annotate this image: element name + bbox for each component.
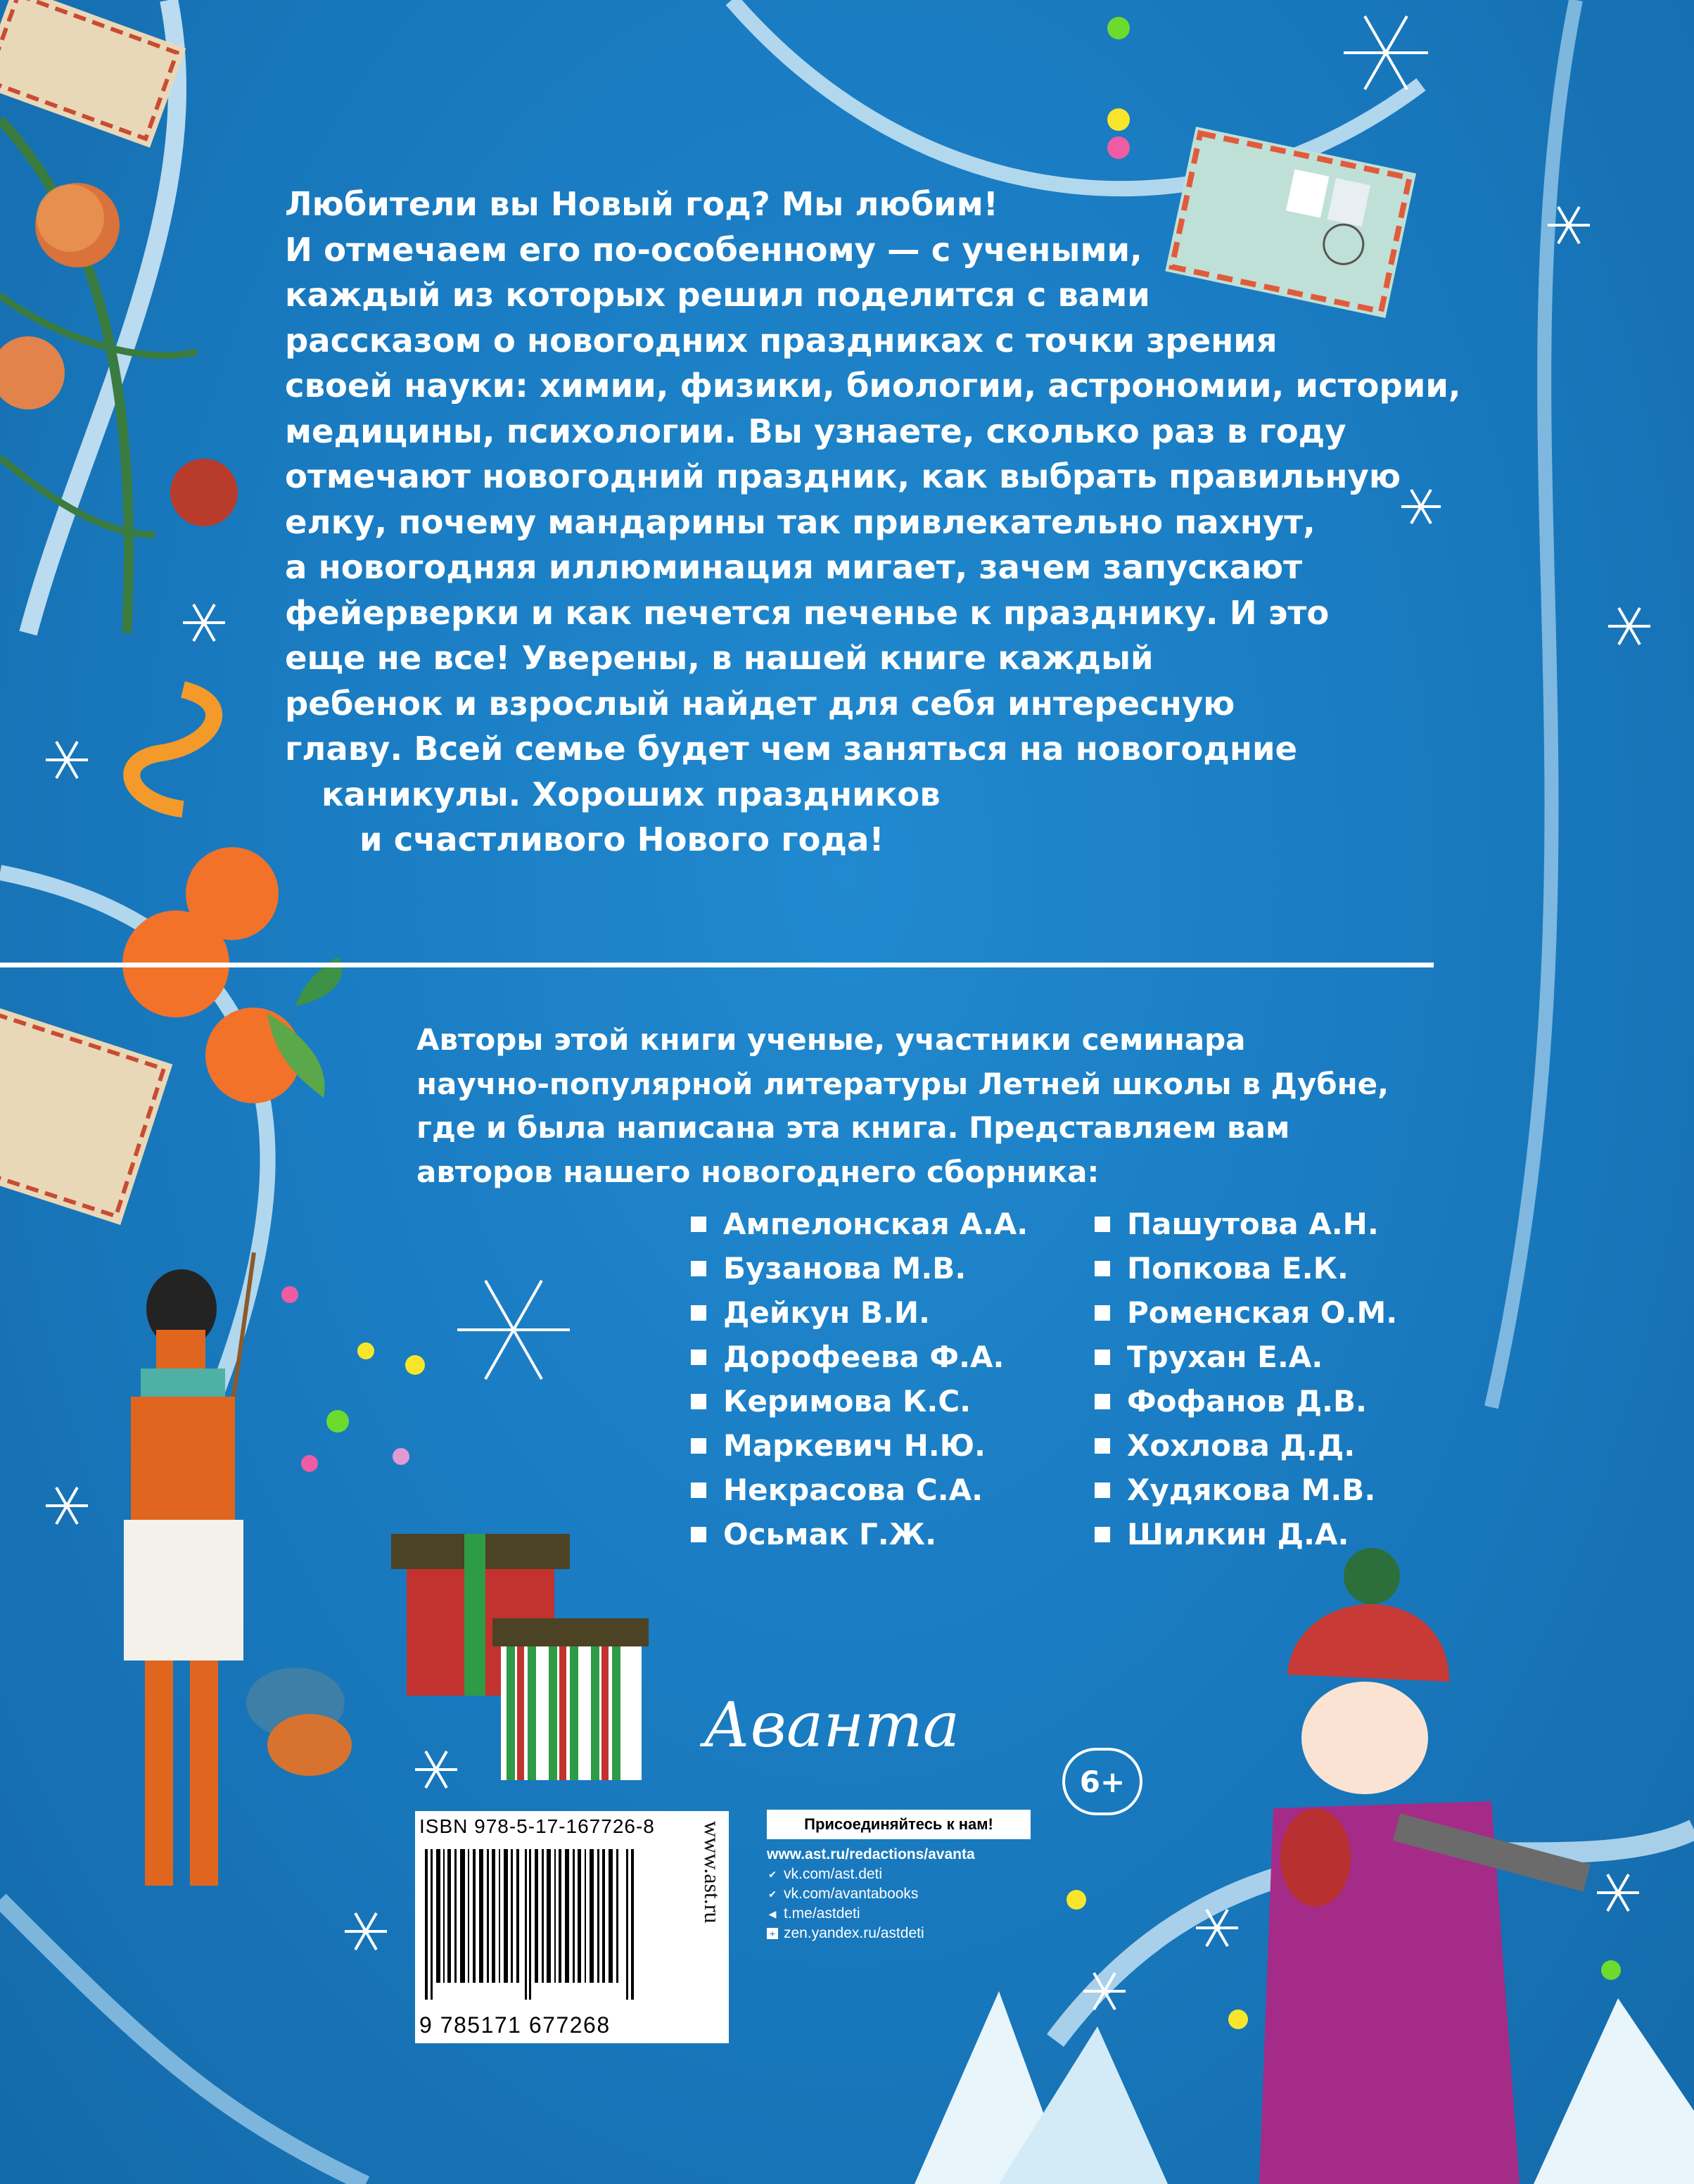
author-name: Маркевич Н.Ю. <box>723 1428 986 1463</box>
author-name: Ампелонская А.А. <box>723 1207 1028 1241</box>
author-item <box>691 1512 1028 1556</box>
intro-line: отмечают новогодний праздник, как выбрать правильную <box>285 457 1401 495</box>
isbn-label: ISBN 978-5-17-167726-8 <box>419 1815 655 1837</box>
intro-line: каникулы. Хороших праздников <box>321 775 941 813</box>
zen-icon: + <box>767 1928 778 1939</box>
publisher-logo: Аванта <box>703 1689 960 1761</box>
intro-line: а новогодняя иллюминация мигает, зачем запускают <box>285 548 1303 586</box>
author-name: Роменская О.М. <box>1127 1295 1398 1330</box>
intro-line: ребенок и взрослый найдет для себя интересную <box>285 684 1235 723</box>
author-item <box>691 1290 1028 1335</box>
author-item <box>1095 1335 1397 1379</box>
website-vertical: www.ast.ru <box>700 1821 725 1924</box>
gift-boxes-illustration <box>391 1534 649 1780</box>
author-item <box>1095 1290 1397 1335</box>
authors-intro-line: Авторы этой книги ученые, участники семинара <box>416 1022 1246 1057</box>
social-link-text: t.me/astdeti <box>784 1905 860 1922</box>
intro-line: каждый из которых решил поделится с вами <box>285 276 1150 314</box>
author-item <box>691 1202 1028 1246</box>
bullet-square-icon <box>691 1217 706 1232</box>
author-name: Дорофеева Ф.А. <box>723 1340 1005 1374</box>
intro-line: еще не все! Уверены, в нашей книге каждый <box>285 639 1154 677</box>
intro-line: главу. Всей семье будет чем заняться на новогодние <box>285 730 1298 768</box>
social-link-text: vk.com/avantabooks <box>784 1886 919 1902</box>
bullet-square-icon <box>691 1438 706 1454</box>
author-item <box>1095 1468 1397 1512</box>
author-name: Фофанов Д.В. <box>1127 1384 1367 1418</box>
intro-line: медицины, психологии. Вы узнаете, сколько раз в году <box>285 412 1346 450</box>
bullet-square-icon <box>1095 1394 1110 1409</box>
social-link[interactable] <box>767 1905 1031 1922</box>
authors-intro-line: авторов нашего новогоднего сборника: <box>416 1154 1100 1189</box>
bullet-square-icon <box>691 1527 706 1542</box>
authors-intro-paragraph <box>416 1018 1401 1194</box>
bullet-square-icon <box>691 1394 706 1409</box>
social-link-text: vk.com/ast.deti <box>784 1866 883 1882</box>
author-item <box>691 1468 1028 1512</box>
author-name: Попкова Е.К. <box>1127 1251 1349 1285</box>
bullet-square-icon <box>1095 1305 1110 1321</box>
isbn-barcode-box <box>415 1811 695 2043</box>
intro-line: фейерверки и как печется печенье к празднику. И это <box>285 593 1330 632</box>
intro-line: И отмечаем его по-особенному — с учеными, <box>285 230 1142 269</box>
intro-line: и счастливого Нового года! <box>359 820 884 858</box>
author-item <box>691 1246 1028 1290</box>
authors-intro-line: научно-популярной литературы Летней школы в Дубне, <box>416 1066 1389 1101</box>
author-item <box>1095 1423 1397 1468</box>
bullet-square-icon <box>691 1305 706 1321</box>
author-item <box>691 1423 1028 1468</box>
author-name: Пашутова А.Н. <box>1127 1207 1379 1241</box>
age-rating-badge: 6+ <box>1062 1748 1142 1815</box>
social-links-block <box>767 1810 1031 2043</box>
authors-list-left <box>691 1202 1028 1556</box>
bullet-square-icon <box>1095 1261 1110 1276</box>
website-band <box>694 1811 729 2043</box>
barcode-icon <box>425 1849 636 2000</box>
author-item <box>1095 1379 1397 1423</box>
author-name: Керимова К.С. <box>723 1384 972 1418</box>
isbn-digits: 9 785171 677268 <box>419 2012 611 2038</box>
author-name: Шилкин Д.А. <box>1127 1517 1349 1551</box>
social-link[interactable] <box>767 1886 1031 1903</box>
author-name: Некрасова С.А. <box>723 1473 983 1507</box>
author-name: Худякова М.В. <box>1127 1473 1376 1507</box>
bullet-square-icon <box>1095 1483 1110 1498</box>
vk-icon: ✔ <box>768 1869 777 1880</box>
author-item <box>1095 1202 1397 1246</box>
author-name: Трухан Е.А. <box>1127 1340 1323 1374</box>
bullet-square-icon <box>691 1350 706 1365</box>
social-link[interactable] <box>767 1866 1031 1883</box>
bullet-square-icon <box>691 1261 706 1276</box>
bullet-square-icon <box>1095 1217 1110 1232</box>
author-item <box>1095 1512 1397 1556</box>
author-item <box>1095 1246 1397 1290</box>
social-heading: Присоединяйтесь к нам! <box>767 1810 1031 1839</box>
social-link-text: zen.yandex.ru/astdeti <box>784 1925 924 1941</box>
author-name: Хохлова Д.Д. <box>1127 1428 1356 1463</box>
intro-line: Любители вы Новый год? Мы любим! <box>285 185 998 223</box>
author-item <box>691 1335 1028 1379</box>
author-name: Бузанова М.В. <box>723 1251 967 1285</box>
vk-icon: ✔ <box>768 1888 777 1900</box>
divider-line <box>0 963 1434 967</box>
child-illustration <box>1259 1548 1591 2184</box>
intro-line: рассказом о новогодних праздниках с точки зрения <box>285 321 1278 360</box>
author-item <box>691 1379 1028 1423</box>
envelope-illustration <box>0 0 186 148</box>
intro-line: своей науки: химии, физики, биологии, астрономии, истории, <box>285 367 1461 405</box>
bullet-square-icon <box>1095 1527 1110 1542</box>
fir-branch-illustration <box>0 120 238 633</box>
authors-list-right <box>1095 1202 1397 1556</box>
author-name: Осьмак Г.Ж. <box>723 1517 937 1551</box>
bullet-square-icon <box>1095 1350 1110 1365</box>
intro-paragraph <box>285 182 1495 863</box>
publisher-url[interactable]: www.ast.ru/redactions/avanta <box>767 1846 975 1862</box>
envelope-illustration-3 <box>0 999 172 1225</box>
telegram-icon: ◀ <box>768 1908 777 1919</box>
bullet-square-icon <box>691 1483 706 1498</box>
authors-intro-line: где и была написана эта книга. Представляем вам <box>416 1110 1290 1145</box>
bullet-square-icon <box>1095 1438 1110 1454</box>
author-name: Дейкун В.И. <box>723 1295 930 1330</box>
intro-line: елку, почему мандарины так привлекательно пахнут, <box>285 502 1316 541</box>
social-link[interactable] <box>767 1925 1031 1942</box>
